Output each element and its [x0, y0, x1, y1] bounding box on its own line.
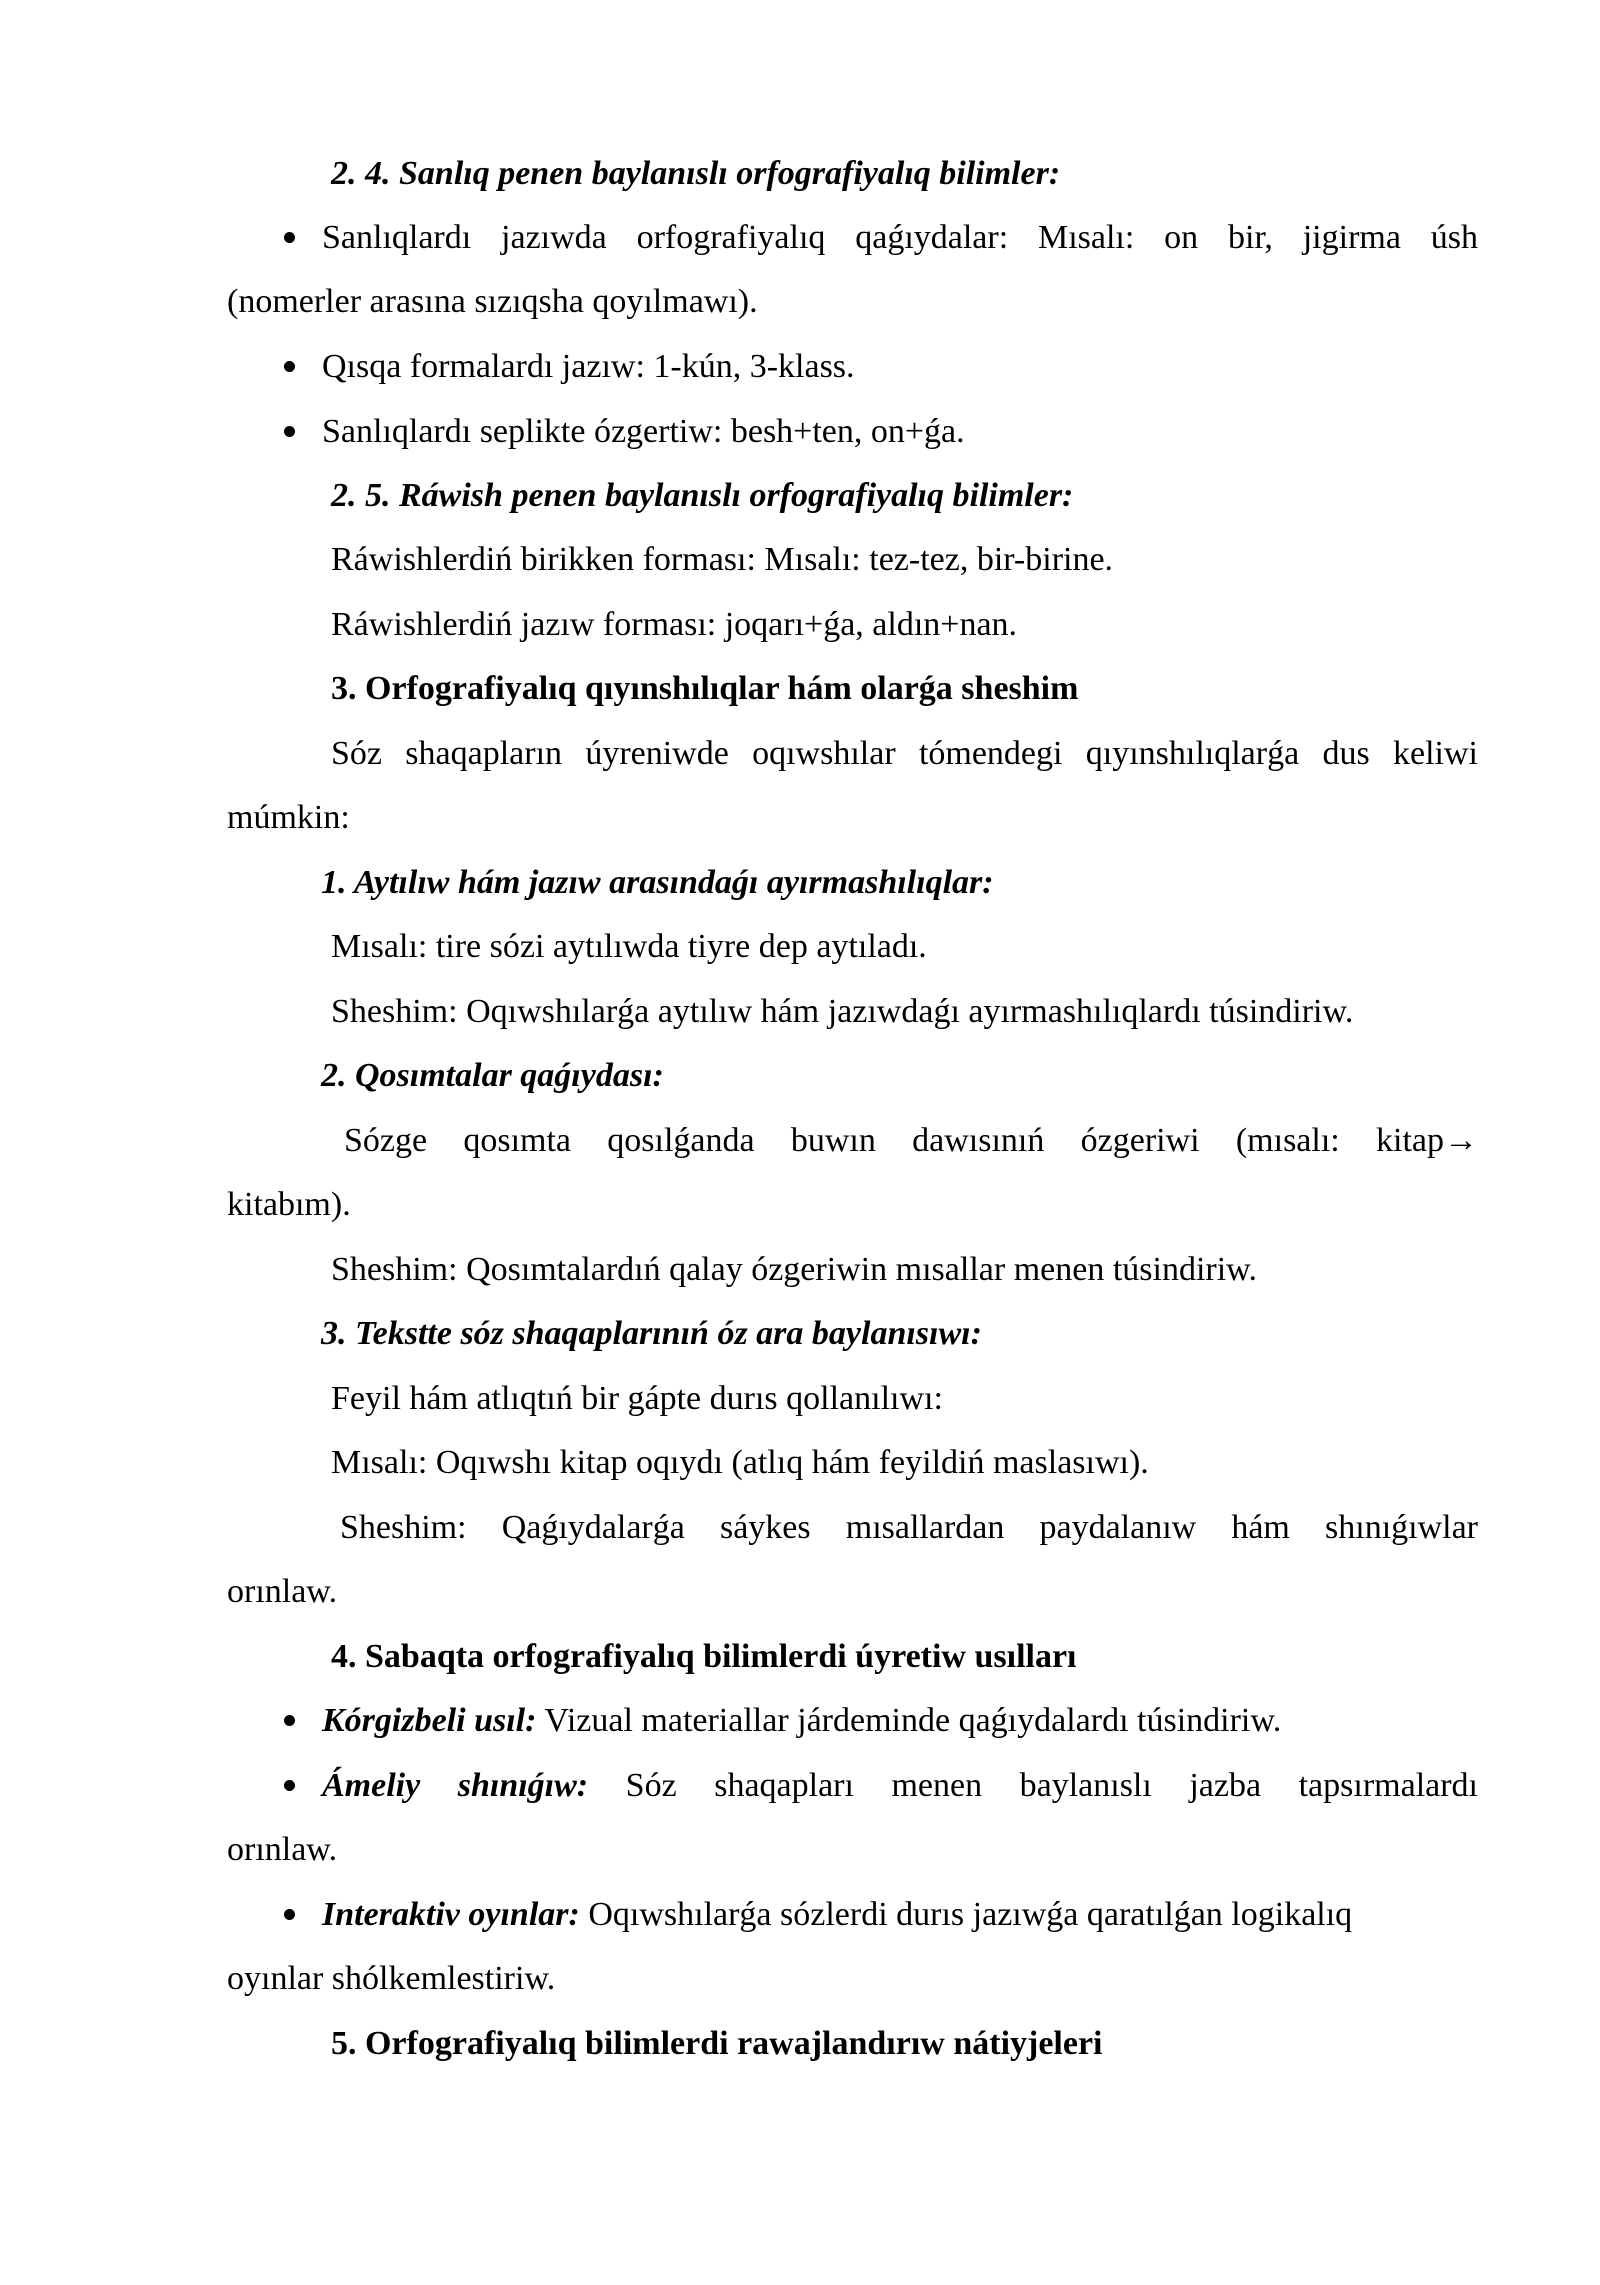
- subheading-1: 1. Aytılıw hám jazıw arasındaǵı ayırmashılıqlar:: [321, 864, 994, 901]
- heading-5: 5. Orfografiyalıq bilimlerdi rawajlandırıw nátiyjeleri: [331, 2025, 1103, 2062]
- paragraph-2-5-a: Ráwishlerdiń birikken forması: Mısalı: tez-tez, bir-birine.: [331, 541, 1114, 578]
- bullet-icon: [284, 1909, 295, 1920]
- method-3-text: Oqıwshılarǵa sózlerdi durıs jazıwǵa qaratılǵan logikalıq: [579, 1896, 1353, 1933]
- paragraph-3-line-2: múmkin:: [227, 799, 350, 836]
- bullet-item-3: Sanlıqlardı seplikte ózgertiw: besh+ten, on+ǵa.: [322, 413, 965, 450]
- example-3: Mısalı: Oqıwshı kitap oqıydı (atlıq hám feyildiń maslasıwı).: [331, 1444, 1149, 1481]
- example-1: Mısalı: tire sózi aytılıwda tiyre dep aytıladı.: [331, 928, 927, 965]
- solution-2: Sheshim: Qosımtalardıń qalay ózgeriwin mısallar menen túsindiriw.: [331, 1251, 1258, 1288]
- method-3-line-1: [322, 1893, 1352, 1937]
- subheading-3: 3. Tekstte sóz shaqaplarınıń óz ara baylanısıwı:: [321, 1315, 982, 1352]
- bullet-item-1-line-1: Sanlıqlardı jazıwda orfografiyalıq qaǵıydalar: Mısalı: on bir, jigirma úsh: [322, 219, 1478, 256]
- method-2-label: Ámeliy shınıǵıw:: [322, 1767, 589, 1804]
- solution-3-line-1: Sheshim: Qaǵıydalarǵa sáykes mısallardan paydalanıw hám shınıǵıwlar: [340, 1509, 1478, 1546]
- bullet-icon: [284, 1715, 295, 1726]
- method-1: [322, 1699, 1281, 1743]
- method-3-line-2: oyınlar shólkemlestiriw.: [227, 1960, 556, 1997]
- solution-3-line-2: orınlaw.: [227, 1573, 338, 1610]
- paragraph-sh2-line-1: Sózge qosımta qosılǵanda buwın dawısınıń ózgeriwi (mısalı: kitap→: [344, 1122, 1478, 1159]
- method-3-label: Interaktiv oyınlar:: [322, 1896, 580, 1933]
- bullet-icon: [284, 1780, 295, 1791]
- bullet-icon: [284, 426, 295, 437]
- paragraph-sh2-line-2: kitabım).: [227, 1186, 351, 1223]
- heading-3: 3. Orfografiyalıq qıyınshılıqlar hám olarǵa sheshim: [331, 670, 1079, 707]
- method-2-text: Sóz shaqapları menen baylanıslı jazba tapsırmalardı: [625, 1767, 1478, 1804]
- paragraph-2-5-b: Ráwishlerdiń jazıw forması: joqarı+ǵa, aldın+nan.: [331, 606, 1018, 643]
- bullet-icon: [284, 232, 295, 243]
- bullet-item-2: Qısqa formalardı jazıw: 1-kún, 3-klass.: [322, 348, 855, 385]
- solution-1: Sheshim: Oqıwshılarǵa aytılıw hám jazıwdaǵı ayırmashılıqlardı túsindiriw.: [331, 993, 1354, 1030]
- bullet-item-1-line-2: (nomerler arasına sızıqsha qoyılmawı).: [227, 283, 758, 320]
- method-2-line-2: orınlaw.: [227, 1831, 338, 1868]
- bullet-icon: [284, 361, 295, 372]
- method-2-line-1: [322, 1764, 1478, 1808]
- heading-4: 4. Sabaqta orfografiyalıq bilimlerdi úyretiw usılları: [331, 1638, 1077, 1675]
- paragraph-3-line-1: Sóz shaqapların úyreniwde oqıwshılar tómendegi qıyınshılıqlarǵa dus keliwi: [331, 735, 1478, 772]
- method-1-label: Kórgizbeli usıl:: [322, 1702, 537, 1739]
- subheading-2: 2. Qosımtalar qaǵıydası:: [321, 1057, 664, 1094]
- paragraph-sh3-a: Feyil hám atlıqtıń bir gápte durıs qollanılıwı:: [331, 1380, 943, 1417]
- heading-2-5: 2. 5. Ráwish penen baylanıslı orfografiyalıq bilimler:: [331, 477, 1074, 514]
- heading-2-4: 2. 4. Sanlıq penen baylanıslı orfografiyalıq bilimler:: [331, 155, 1061, 192]
- method-1-text: Vizual materiallar járdeminde qaǵıydalardı túsindiriw.: [536, 1702, 1282, 1739]
